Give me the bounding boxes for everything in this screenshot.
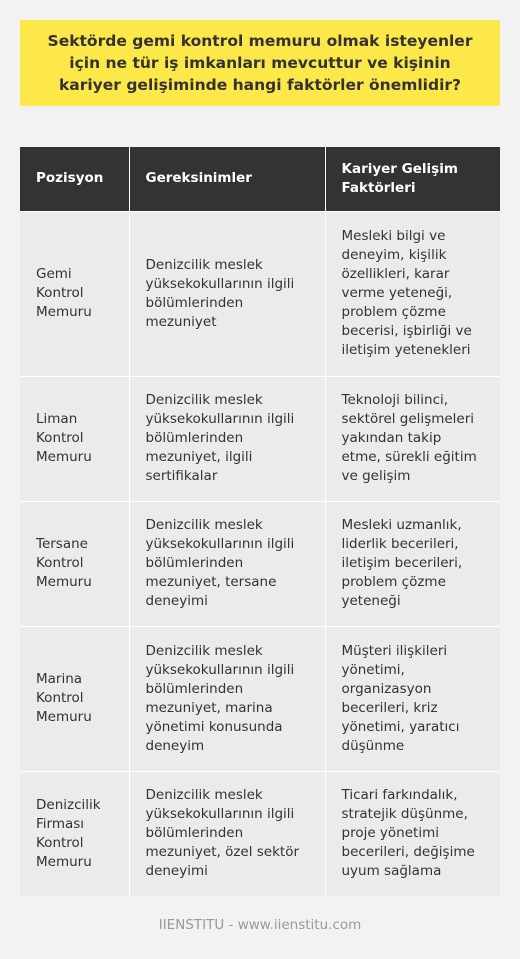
page-title: Sektörde gemi kontrol memuru olmak isteyenler için ne tür iş imkanları mevcuttur ve kişinin kariyer gelişiminde hangi faktörler önemlidir? bbox=[47, 32, 473, 94]
title-banner bbox=[20, 20, 500, 106]
table-row bbox=[20, 211, 500, 376]
cell-requirements: Denizcilik meslek yüksekokullarının ilgili bölümlerinden mezuniyet bbox=[129, 211, 325, 376]
cell-career-factors: Ticari farkındalık, stratejik düşünme, proje yönetimi becerileri, değişime uyum sağlama bbox=[325, 771, 500, 896]
cell-requirements: Denizcilik meslek yüksekokullarının ilgili bölümlerinden mezuniyet, tersane deneyimi bbox=[129, 501, 325, 626]
career-table bbox=[20, 147, 500, 896]
cell-requirements: Denizcilik meslek yüksekokullarının ilgili bölümlerinden mezuniyet, ilgili sertifikalar bbox=[129, 376, 325, 501]
cell-career-factors: Müşteri ilişkileri yönetimi, organizasyon becerileri, kriz yönetimi, yaratıcı düşünme bbox=[325, 626, 500, 771]
cell-position: Gemi Kontrol Memuru bbox=[20, 211, 129, 376]
cell-career-factors: Teknoloji bilinci, sektörel gelişmeleri yakından takip etme, sürekli eğitim ve gelişim bbox=[325, 376, 500, 501]
cell-career-factors: Mesleki bilgi ve deneyim, kişilik özellikleri, karar verme yeteneği, problem çözme becerisi, işbirliği ve iletişim yetenekleri bbox=[325, 211, 500, 376]
table-row bbox=[20, 376, 500, 501]
footer-credit: IIENSTITU - www.iienstitu.com bbox=[158, 917, 362, 933]
table-row bbox=[20, 626, 500, 771]
cell-position: Tersane Kontrol Memuru bbox=[20, 501, 129, 626]
table-row bbox=[20, 771, 500, 896]
cell-position: Liman Kontrol Memuru bbox=[20, 376, 129, 501]
cell-position: Denizcilik Firması Kontrol Memuru bbox=[20, 771, 129, 896]
header-career-factors: Kariyer Gelişim Faktörleri bbox=[325, 147, 500, 211]
table-header-row bbox=[20, 147, 500, 211]
cell-position: Marina Kontrol Memuru bbox=[20, 626, 129, 771]
cell-career-factors: Mesleki uzmanlık, liderlik becerileri, iletişim becerileri, problem çözme yeteneği bbox=[325, 501, 500, 626]
cell-requirements: Denizcilik meslek yüksekokullarının ilgili bölümlerinden mezuniyet, marina yönetimi konusunda deneyim bbox=[129, 626, 325, 771]
table-row bbox=[20, 501, 500, 626]
cell-requirements: Denizcilik meslek yüksekokullarının ilgili bölümlerinden mezuniyet, özel sektör deneyimi bbox=[129, 771, 325, 896]
header-requirements: Gereksinimler bbox=[129, 147, 325, 211]
header-position: Pozisyon bbox=[20, 147, 129, 211]
